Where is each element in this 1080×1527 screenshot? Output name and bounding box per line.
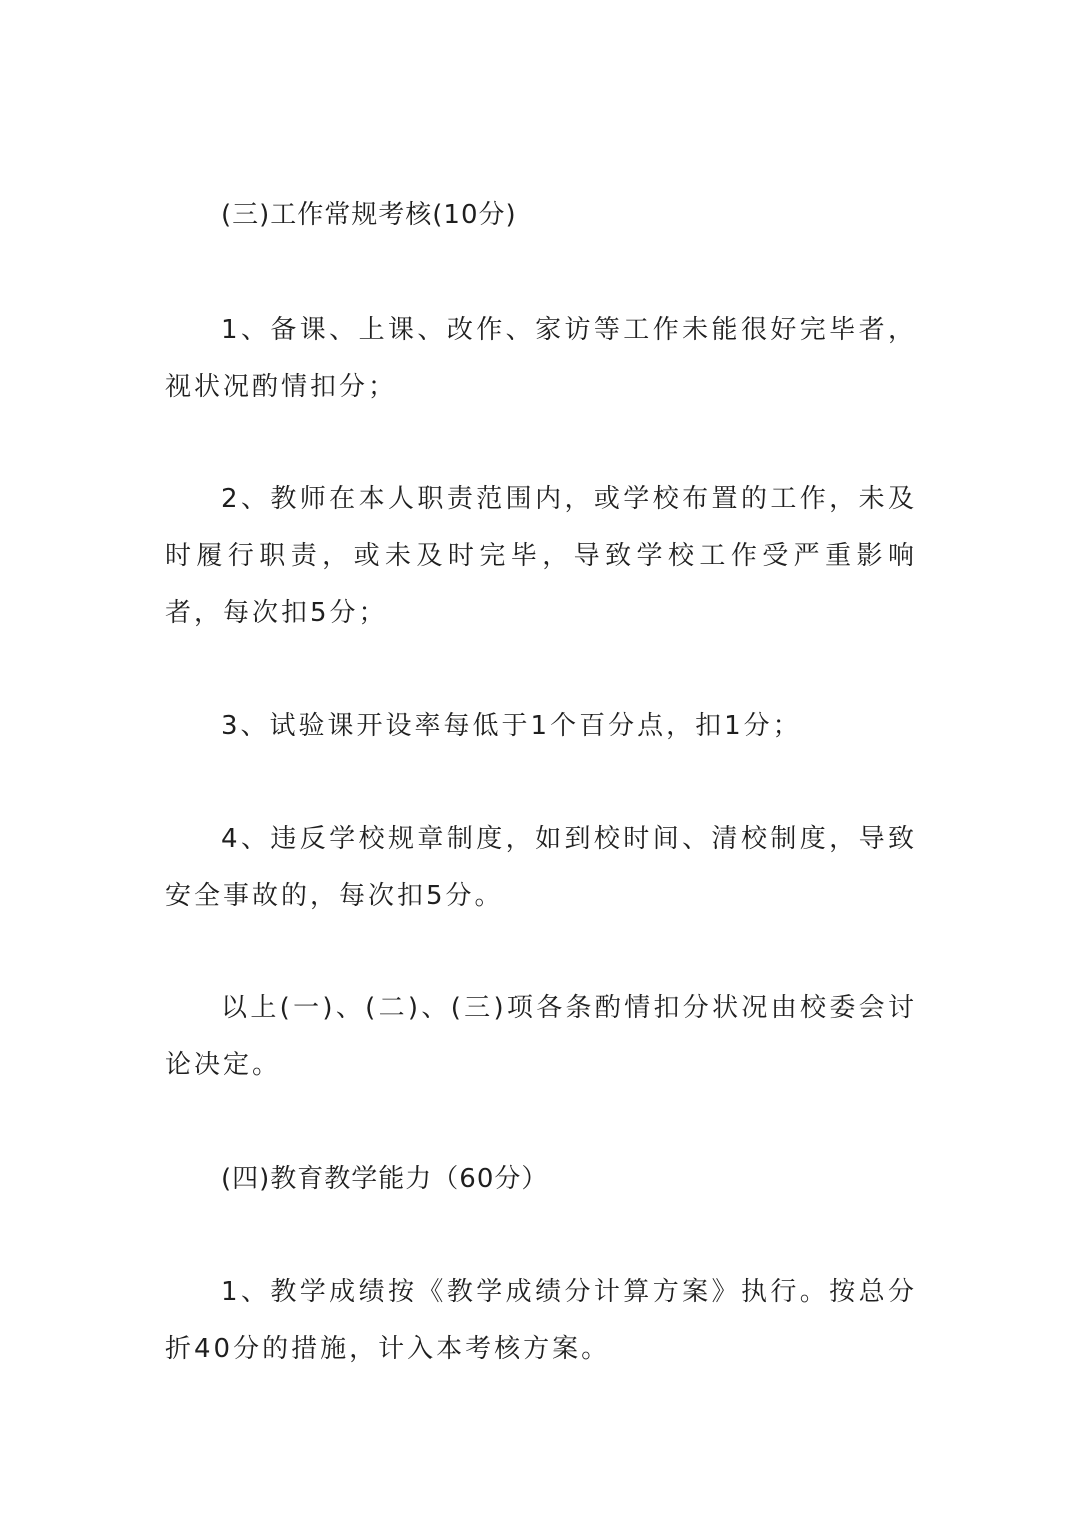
paragraph-summary: 以上(一)、(二)、(三)项各条酌情扣分状况由校委会讨论决定。 [165, 993, 917, 1080]
paragraph-item-2: 2、教师在本人职责范围内，或学校布置的工作，未及时履行职责，或未及时完毕，导致学校工作受严重影响者，每次扣5分； [165, 484, 917, 628]
paragraph-item-5: 1、教学成绩按《教学成绩分计算方案》执行。按总分折40分的措施，计入本考核方案。 [165, 1277, 917, 1364]
paragraph-item-1: 1、备课、上课、改作、家访等工作未能很好完毕者，视状况酌情扣分； [165, 315, 917, 402]
section-heading-4: (四)教育教学能力（60分） [221, 1164, 549, 1194]
paragraph-item-4: 4、违反学校规章制度，如到校时间、清校制度，导致安全事故的，每次扣5分。 [165, 824, 917, 911]
paragraph-item-3: 3、试验课开设率每低于1个百分点，扣1分； [221, 711, 802, 741]
section-heading-3: (三)工作常规考核(10分) [221, 200, 517, 230]
